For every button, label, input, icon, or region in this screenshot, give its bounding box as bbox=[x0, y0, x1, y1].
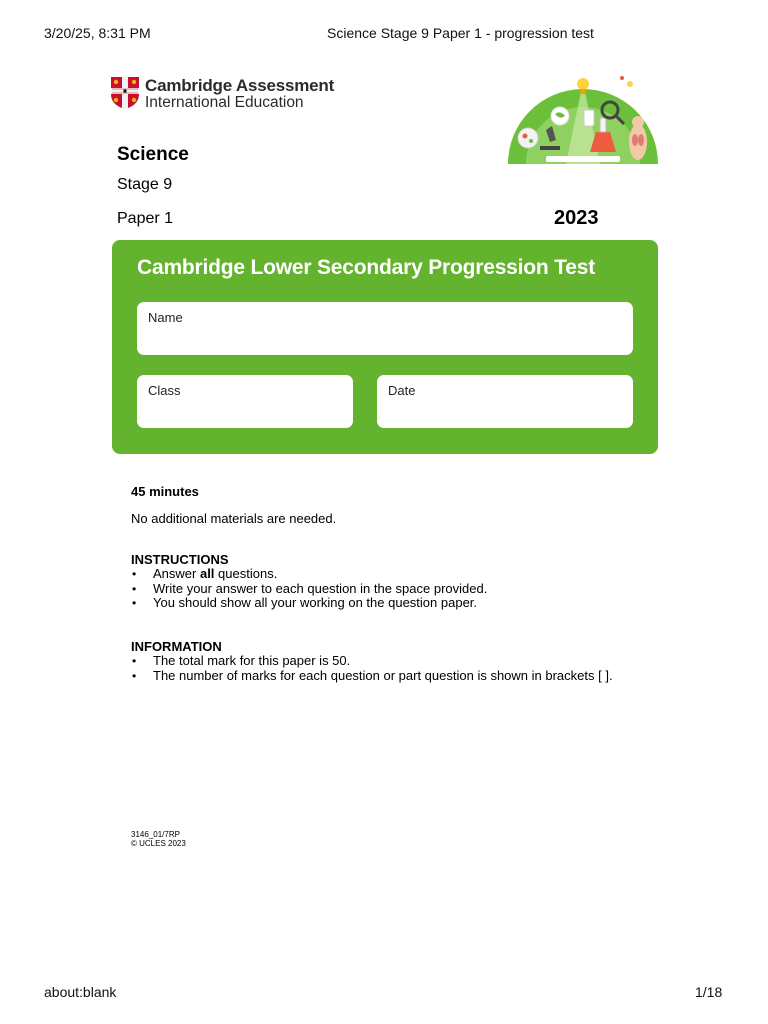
year-label: 2023 bbox=[554, 207, 599, 229]
instructions-list bbox=[131, 567, 487, 611]
stage-label: Stage 9 bbox=[117, 176, 173, 193]
duration-text: 45 minutes bbox=[131, 484, 199, 499]
class-field-label: Class bbox=[148, 383, 181, 398]
science-illustration-icon bbox=[506, 70, 660, 166]
print-datetime: 3/20/25, 8:31 PM bbox=[44, 25, 151, 41]
banner-title: Cambridge Lower Secondary Progression Test bbox=[137, 256, 595, 279]
date-field[interactable] bbox=[377, 375, 633, 428]
instructions-heading: INSTRUCTIONS bbox=[131, 552, 229, 567]
copyright-text: © UCLES 2023 bbox=[131, 839, 186, 848]
materials-text: No additional materials are needed. bbox=[131, 511, 337, 526]
print-url: about:blank bbox=[44, 984, 117, 1000]
date-field-label: Date bbox=[388, 383, 416, 398]
information-item: • The total mark for this paper is 50. bbox=[131, 654, 613, 669]
instruction-item: • You should show all your working on the question paper. bbox=[131, 596, 487, 611]
subject-title: Science bbox=[117, 144, 189, 165]
class-field[interactable] bbox=[137, 375, 353, 428]
instruction-item: • Write your answer to each question in the space provided. bbox=[131, 582, 487, 597]
paper-code: 3146_01/7RP bbox=[131, 830, 180, 839]
information-list bbox=[131, 654, 613, 683]
instruction-item: • Answer all questions. bbox=[131, 567, 487, 582]
cambridge-logo bbox=[110, 76, 340, 116]
information-heading: INFORMATION bbox=[131, 639, 222, 654]
print-page-indicator: 1/18 bbox=[695, 984, 723, 1000]
logo-text-line2: International Education bbox=[145, 94, 304, 111]
name-field[interactable] bbox=[137, 302, 633, 355]
cambridge-shield-icon bbox=[110, 76, 140, 110]
paper-code-block bbox=[131, 830, 186, 848]
paper-label: Paper 1 bbox=[117, 210, 174, 227]
name-field-label: Name bbox=[148, 310, 183, 325]
information-item: • The number of marks for each question or part question is shown in brackets [ ]. bbox=[131, 669, 613, 684]
progression-test-banner bbox=[112, 240, 658, 454]
logo-text-line1: Cambridge Assessment bbox=[145, 76, 335, 95]
print-doc-title: Science Stage 9 Paper 1 - progression test bbox=[327, 25, 594, 41]
